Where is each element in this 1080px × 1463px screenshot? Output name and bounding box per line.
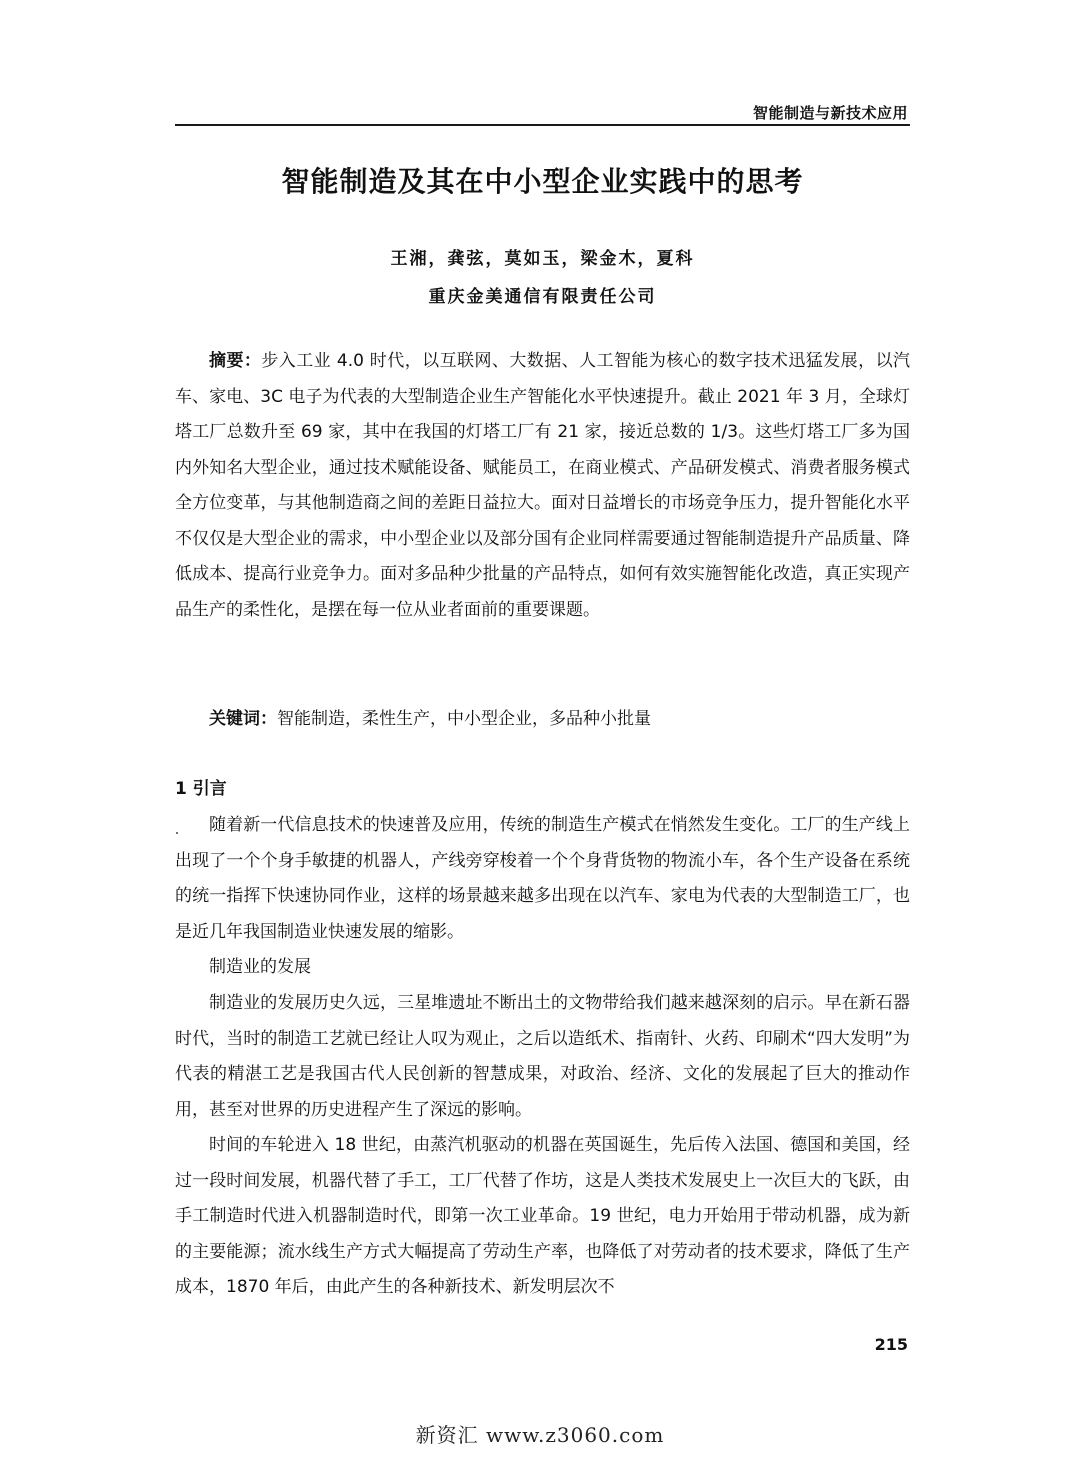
page-number: 215 (874, 1335, 908, 1354)
body-paragraph-1: 随着新一代信息技术的快速普及应用，传统的制造生产模式在悄然发生变化。工厂的生产线上出现了一个个身手敏捷的机器人，产线旁穿梭着一个个身背货物的物流小车，各个生产设备在系统的统一指挥下快速协同作业，这样的场景越来越多出现在以汽车、家电为代表的大型制造工厂，也是近几年我国制造业快速发展的缩影。 (175, 815, 910, 942)
article-title: 智能制造及其在中小型企业实践中的思考 (281, 165, 804, 198)
body-paragraph-2: 制造业的发展历史久远，三星堆遗址不断出土的文物带给我们越来越深刻的启示。早在新石器时代，当时的制造工艺就已经让人叹为观止，之后以造纸术、指南针、火药、印刷术“四大发明”为代表的精湛工艺是我国古代人民创新的智慧成果，对政治、经济、文化的发展起了巨大的推动作用，甚至对世界的历史进程产生了深远的影响。 (175, 993, 910, 1120)
author-list: 王湘，龚弦，莫如玉，梁金木，夏科 (390, 249, 695, 269)
site-watermark: 新资汇 www.z3060.com (415, 1423, 665, 1447)
keywords-label: 关键词： (209, 709, 277, 729)
subheading-manufacturing-development: 制造业的发展 (209, 957, 311, 977)
keywords-text: 智能制造，柔性生产，中小型企业，多品种小批量 (277, 709, 651, 729)
header-rule (175, 124, 910, 126)
abstract-label: 摘要： (209, 351, 262, 371)
abstract-paragraph (175, 344, 910, 628)
body-paragraph-3: 时间的车轮进入 18 世纪，由蒸汽机驱动的机器在英国诞生，先后传入法国、德国和美国，经过一段时间发展，机器代替了手工，工厂代替了作坊，这是人类技术发展史上一次巨大的飞跃，由手工制造时代进入机器制造时代，即第一次工业革命。19 世纪，电力开始用于带动机器，成为新的主要能源；流水线生产方式大幅提高了劳动生产率，也降低了对劳动者的技术要求，降低了生产成本，1870 年后，由此产生的各种新技术、新发明层次不 (175, 1135, 910, 1297)
section-heading-introduction: 1 引言 (175, 779, 227, 799)
abstract-text: 步入工业 4.0 时代，以互联网、大数据、人工智能为核心的数字技术迅猛发展，以汽车、家电、3C 电子为代表的大型制造企业生产智能化水平快速提升。截止 2021 年 3 月，全球灯塔工厂总数升至 69 家，其中在我国的灯塔工厂有 21 家，接近总数的 1/3。这些灯塔工厂多为国内外知名大型企业，通过技术赋能设备、赋能员工，在商业模式、产品研发模式、消费者服务模式全方位变革，与其他制造商之间的差距日益拉大。面对日益增长的市场竞争压力，提升智能化水平不仅仅是大型企业的需求，中小型企业以及部分国有企业同样需要通过智能制造提升产品质量、降低成本、提高行业竞争力。面对多品种少批量的产品特点，如何有效实施智能化改造，真正实现产品生产的柔性化，是摆在每一位从业者面前的重要课题。 (175, 351, 911, 620)
keywords-line (175, 702, 910, 738)
author-affiliation: 重庆金美通信有限责任公司 (428, 287, 657, 307)
running-header: 智能制造与新技术应用 (752, 104, 908, 122)
